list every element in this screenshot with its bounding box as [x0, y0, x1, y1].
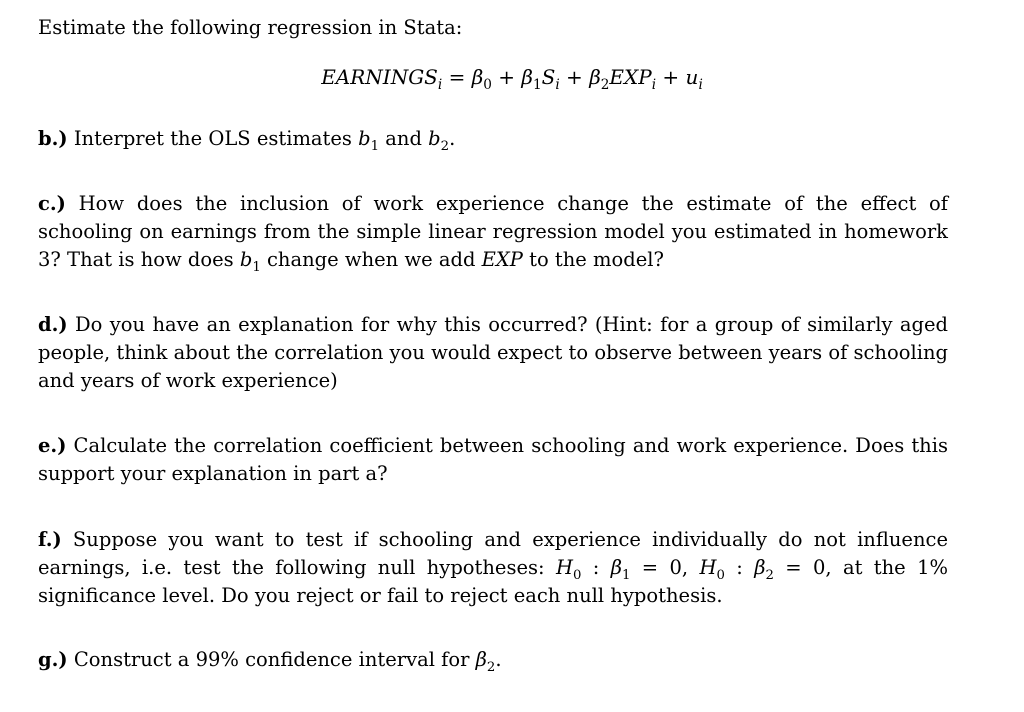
question-b: [38, 125, 948, 153]
eq-equals: =: [442, 65, 472, 89]
eq-earnings: EARNINGS: [321, 65, 438, 89]
equals-zero: = 0,: [630, 556, 700, 579]
question-b-label: b.): [38, 127, 68, 150]
eq-plus-2: +: [559, 65, 590, 89]
subscript-2: 2: [765, 567, 774, 583]
eq-s: S: [541, 65, 556, 89]
question-c-text-3: to the model?: [522, 248, 664, 271]
eq-sub-i-4: i: [698, 77, 703, 93]
question-d-text: Do you have an explanation for why this occurred? (Hint: for a group of similarly aged people, think about the correlation you would expect to observe between years of schooling and years of work experience): [38, 313, 948, 392]
eq-sub-i: i: [437, 77, 443, 93]
question-e-label: e.): [38, 434, 67, 457]
question-b-and: and: [379, 127, 429, 150]
question-g-label: g.): [38, 648, 68, 671]
symbol-h0-2: H: [699, 556, 717, 579]
symbol-exp: EXP: [481, 248, 523, 271]
subscript-1: 1: [370, 138, 380, 154]
subscript-2: 2: [440, 138, 450, 154]
question-b-period: .: [449, 127, 456, 150]
eq-sub-i-3: i: [651, 77, 657, 93]
question-f-label: f.): [38, 528, 62, 551]
eq-beta1: β: [521, 65, 533, 89]
eq-beta2: β: [589, 65, 601, 89]
question-f-text-2: = 0, at the 1% significance level. Do you reject or fail to reject each null hypothesis.: [38, 556, 949, 607]
question-d: [38, 311, 948, 395]
subscript-1: 1: [622, 567, 631, 583]
question-g-period: .: [495, 648, 502, 671]
eq-u: u: [685, 65, 699, 89]
eq-exp: EXP: [609, 65, 652, 89]
question-f: [38, 526, 948, 610]
question-e-text: Calculate the correlation coefficient between schooling and work experience. Does this support your explanation in part a?: [38, 434, 948, 485]
symbol-b1: b: [239, 248, 253, 271]
question-c-text-2: change when we add: [260, 248, 482, 271]
subscript-2: 2: [486, 659, 496, 675]
eq-sub-i-2: i: [555, 77, 560, 93]
question-b-text: Interpret the OLS estimates: [67, 127, 359, 150]
eq-beta0: β: [471, 65, 484, 89]
eq-sub-0: 0: [483, 77, 492, 93]
symbol-h0: H: [555, 556, 573, 579]
question-g: [38, 646, 948, 674]
eq-plus-3: +: [656, 65, 686, 89]
eq-plus-1: +: [491, 65, 522, 89]
question-c: [38, 190, 948, 274]
question-e: [38, 432, 948, 488]
question-c-text: How does the inclusion of work experience change the estimate of the effect of schooling on earnings from the simple linear regression model you estimated in homework 3? That is how does: [38, 192, 948, 271]
regression-equation: [0, 62, 1024, 92]
symbol-beta2: β: [754, 556, 766, 579]
symbol-beta1: β: [610, 556, 622, 579]
colon-2: :: [724, 556, 755, 579]
eq-sub-1: 1: [532, 77, 542, 93]
colon: :: [581, 556, 611, 579]
question-d-label: d.): [38, 313, 68, 336]
subscript-0: 0: [572, 567, 582, 583]
question-f-text: Suppose you want to test if schooling and experience individually do not influence earnings, i.e. test the following null hypotheses:: [38, 528, 948, 579]
symbol-b2: b: [428, 127, 441, 150]
symbol-b1: b: [358, 127, 371, 150]
symbol-beta2: β: [475, 648, 487, 671]
question-c-label: c.): [38, 192, 66, 215]
intro-text: Estimate the following regression in Stata:: [38, 16, 463, 39]
subscript-1: 1: [252, 259, 261, 275]
subscript-0-2: 0: [716, 567, 725, 583]
question-g-text: Construct a 99% confidence interval for: [67, 648, 476, 671]
eq-sub-2: 2: [600, 77, 610, 93]
